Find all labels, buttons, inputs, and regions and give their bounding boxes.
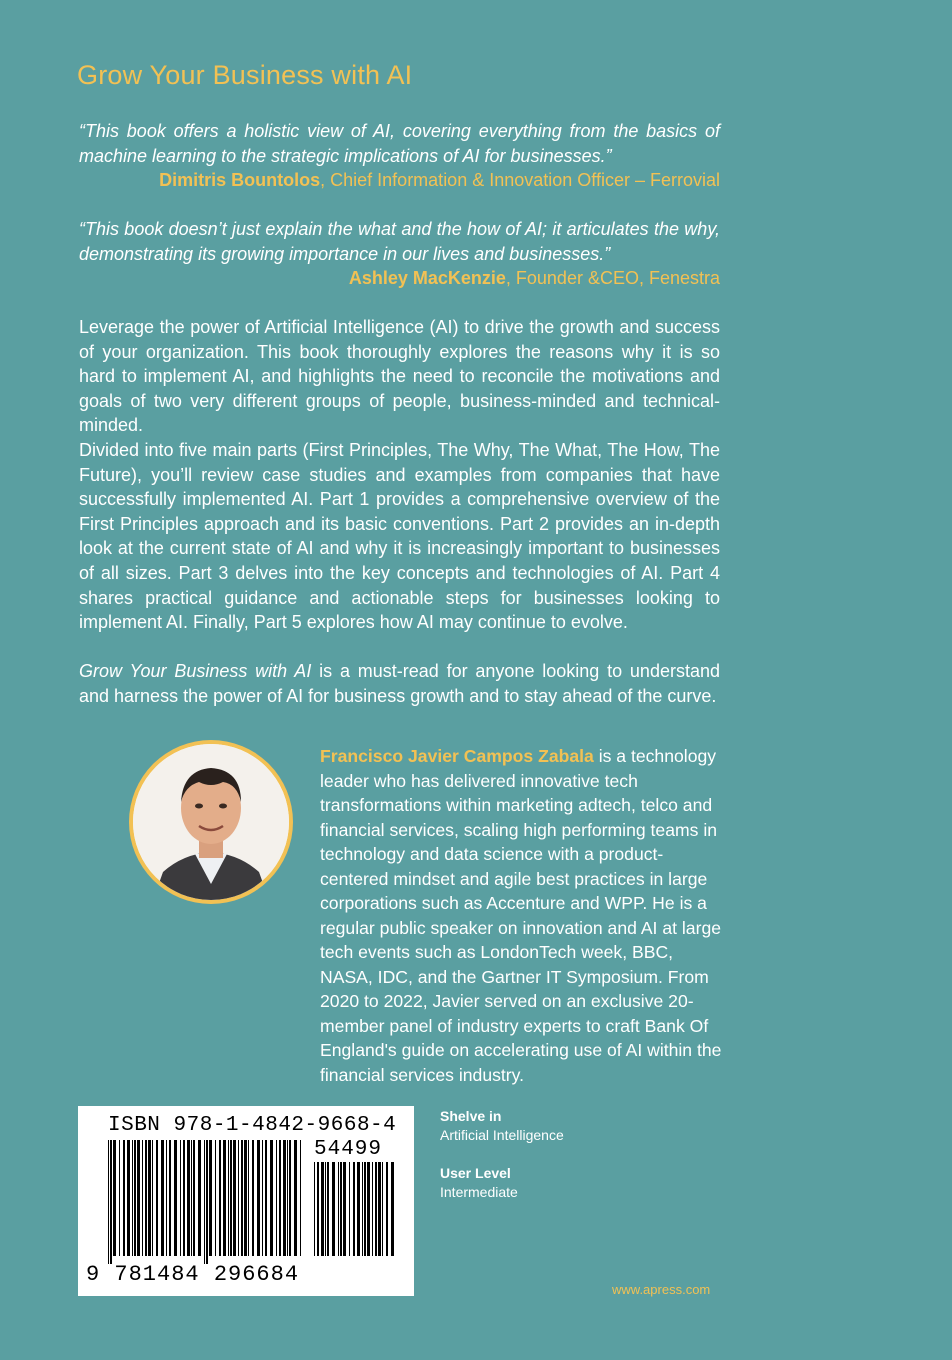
barcode-bar [152,1140,153,1256]
description-paragraph-1: Leverage the power of Artificial Intelligence (AI) to drive the growth and success of your organization. This book thoroughly explores the reasons why it is so hard to implement AI, and highlights the need to reconcile the motivations and goals of two very different groups of people, business-minded and technical-minded. [79,317,720,436]
quote-role-2: , Founder &CEO, Fenestra [505,268,720,288]
barcode-bar [215,1140,216,1256]
barcode-bar [270,1140,273,1256]
quote-attribution-1 [79,168,720,192]
barcode-bar [349,1162,350,1256]
barcode-bar [252,1140,254,1256]
barcode-bar [332,1162,335,1256]
barcode-bar [338,1162,339,1256]
author-name: Francisco Javier Campos Zabala [320,746,594,766]
book-title-inline: Grow Your Business with AI [79,661,312,681]
shelve-in-value: Artificial Intelligence [440,1127,564,1143]
quote-author-1: Dimitris Bountolos [159,170,321,190]
barcode-bar [166,1140,167,1256]
barcode-bars [108,1140,304,1264]
barcode-bar [204,1140,205,1264]
barcode-bar [382,1162,383,1256]
barcode-bar [219,1140,221,1256]
barcode-bar [378,1162,381,1256]
barcode-bar [108,1140,109,1264]
barcode-bar [244,1140,247,1256]
addon-barcode-bars [314,1162,398,1264]
author-portrait-illustration [133,744,289,900]
barcode-bar [321,1162,324,1256]
quote-attribution-2 [79,266,720,290]
barcode-bar [113,1140,116,1256]
barcode-bar [300,1140,301,1256]
quote-role-1: , Chief Information & Innovation Officer – Ferrovial [320,170,720,190]
barcode-bar [289,1140,291,1256]
barcode-bar [265,1140,267,1256]
barcode-bar [386,1162,388,1256]
ean-digits: 9 781484 296684 [86,1262,300,1287]
barcode-bar [161,1140,164,1256]
barcode-bar [364,1162,366,1256]
barcode-bar [340,1162,342,1256]
barcode-block [78,1106,414,1296]
barcode-bar [230,1140,232,1256]
barcode-bar [327,1162,329,1256]
barcode-bar [283,1140,286,1256]
barcode-bar [110,1140,112,1264]
barcode-bar [187,1140,190,1256]
barcode-bar [391,1162,394,1256]
barcode-bar [241,1140,243,1256]
barcode-bar [209,1140,212,1256]
barcode-bar [238,1140,239,1256]
isbn-text: ISBN 978-1-4842-9668-4 [108,1114,397,1137]
barcode-bar [134,1140,136,1256]
barcode-bar [228,1140,229,1256]
barcode-bar [279,1140,281,1256]
author-photo [129,740,293,904]
barcode-bar [119,1140,120,1256]
barcode-bar [372,1162,373,1256]
author-bio-text: is a technology leader who has delivered innovative tech transformations within marketing adtech, telco and financial services, scaling high performing teams in technology and data science with a product-centered mindset and agile best practices in large corporations such as Accenture and WPP. He is a regular public speaker on innovation and AI at large tech events such as LondonTech week, BBC, NASA, IDC, and the Gartner IT Symposium. From 2020 to 2022, Javier served on an exclusive 20-member panel of industry experts to craft Bank Of England's guide on accelerating use of AI within the financial services industry. [320,746,722,1085]
paragraph-3-text: is a must-read for anyone looking to understand and harness the power of AI for business growth and to stay ahead of the curve. [79,661,720,706]
barcode-bar [223,1140,226,1256]
barcode-bar [233,1140,236,1256]
barcode-bar [262,1140,263,1256]
barcode-bar [180,1140,181,1256]
quote-text-2: “This book doesn’t just explain the what and the how of AI; it articulates the why, demonstrating its growing importance in our lives and businesses.” [79,219,720,264]
barcode-bar [145,1140,147,1256]
barcode-bar [156,1140,158,1256]
barcode-bar [325,1162,326,1256]
barcode-bar [169,1140,171,1256]
barcode-bar [367,1162,370,1256]
author-bio [320,744,730,1087]
barcode-bar [191,1140,192,1256]
price-code: 54499 [314,1138,383,1161]
barcode-bar [198,1140,201,1256]
description-paragraph-2: Divided into five main parts (First Principles, The Why, The What, The How, The Future), you’ll review case studies and examples from companies that have successfully implemented AI. Part 1 provides a comprehensive overview of the First Principles approach and its basic conventions. Part 2 provides an in-depth look at the current state of AI and why it is increasingly important to businesses of all sizes. Part 3 delves into the key concepts and technologies of AI. Part 4 shares practical guidance and actionable steps for businesses looking to implement AI. Finally, Part 5 explores how AI may continue to evolve. [79,440,720,633]
barcode-bar [206,1140,208,1264]
book-title: Grow Your Business with AI [77,60,413,90]
publisher-url: www.apress.com [612,1282,711,1297]
barcode-bar [375,1162,377,1256]
barcode-bar [174,1140,177,1256]
shelve-in-label: Shelve in [440,1108,502,1124]
barcode-bar [257,1140,260,1256]
barcode-bar [353,1162,355,1256]
barcode-bar [362,1162,363,1256]
barcode-bar [287,1140,288,1256]
barcode-bar [193,1140,195,1256]
barcode-bar [314,1162,315,1256]
barcode-bar [276,1140,277,1256]
barcode-bar [137,1140,140,1256]
barcode-bar [142,1140,143,1256]
barcode-bar [294,1140,297,1256]
barcode-bar [148,1140,151,1256]
user-level-label: User Level [440,1165,511,1181]
barcode-bar [132,1140,133,1256]
barcode-bar [183,1140,185,1256]
barcode-bar [127,1140,130,1256]
barcode-bar [317,1162,319,1256]
quote-text-1: “This book offers a holistic view of AI, covering everything from the basics of machine learning to the strategic implications of AI for businesses.” [79,121,720,166]
barcode-bar [357,1162,360,1256]
description-paragraph-3 [79,659,720,708]
barcode-bar [123,1140,125,1256]
barcode-bar [248,1140,249,1256]
user-level-value: Intermediate [440,1184,518,1200]
quote-author-2: Ashley MacKenzie [348,268,506,288]
barcode-bar [343,1162,346,1256]
